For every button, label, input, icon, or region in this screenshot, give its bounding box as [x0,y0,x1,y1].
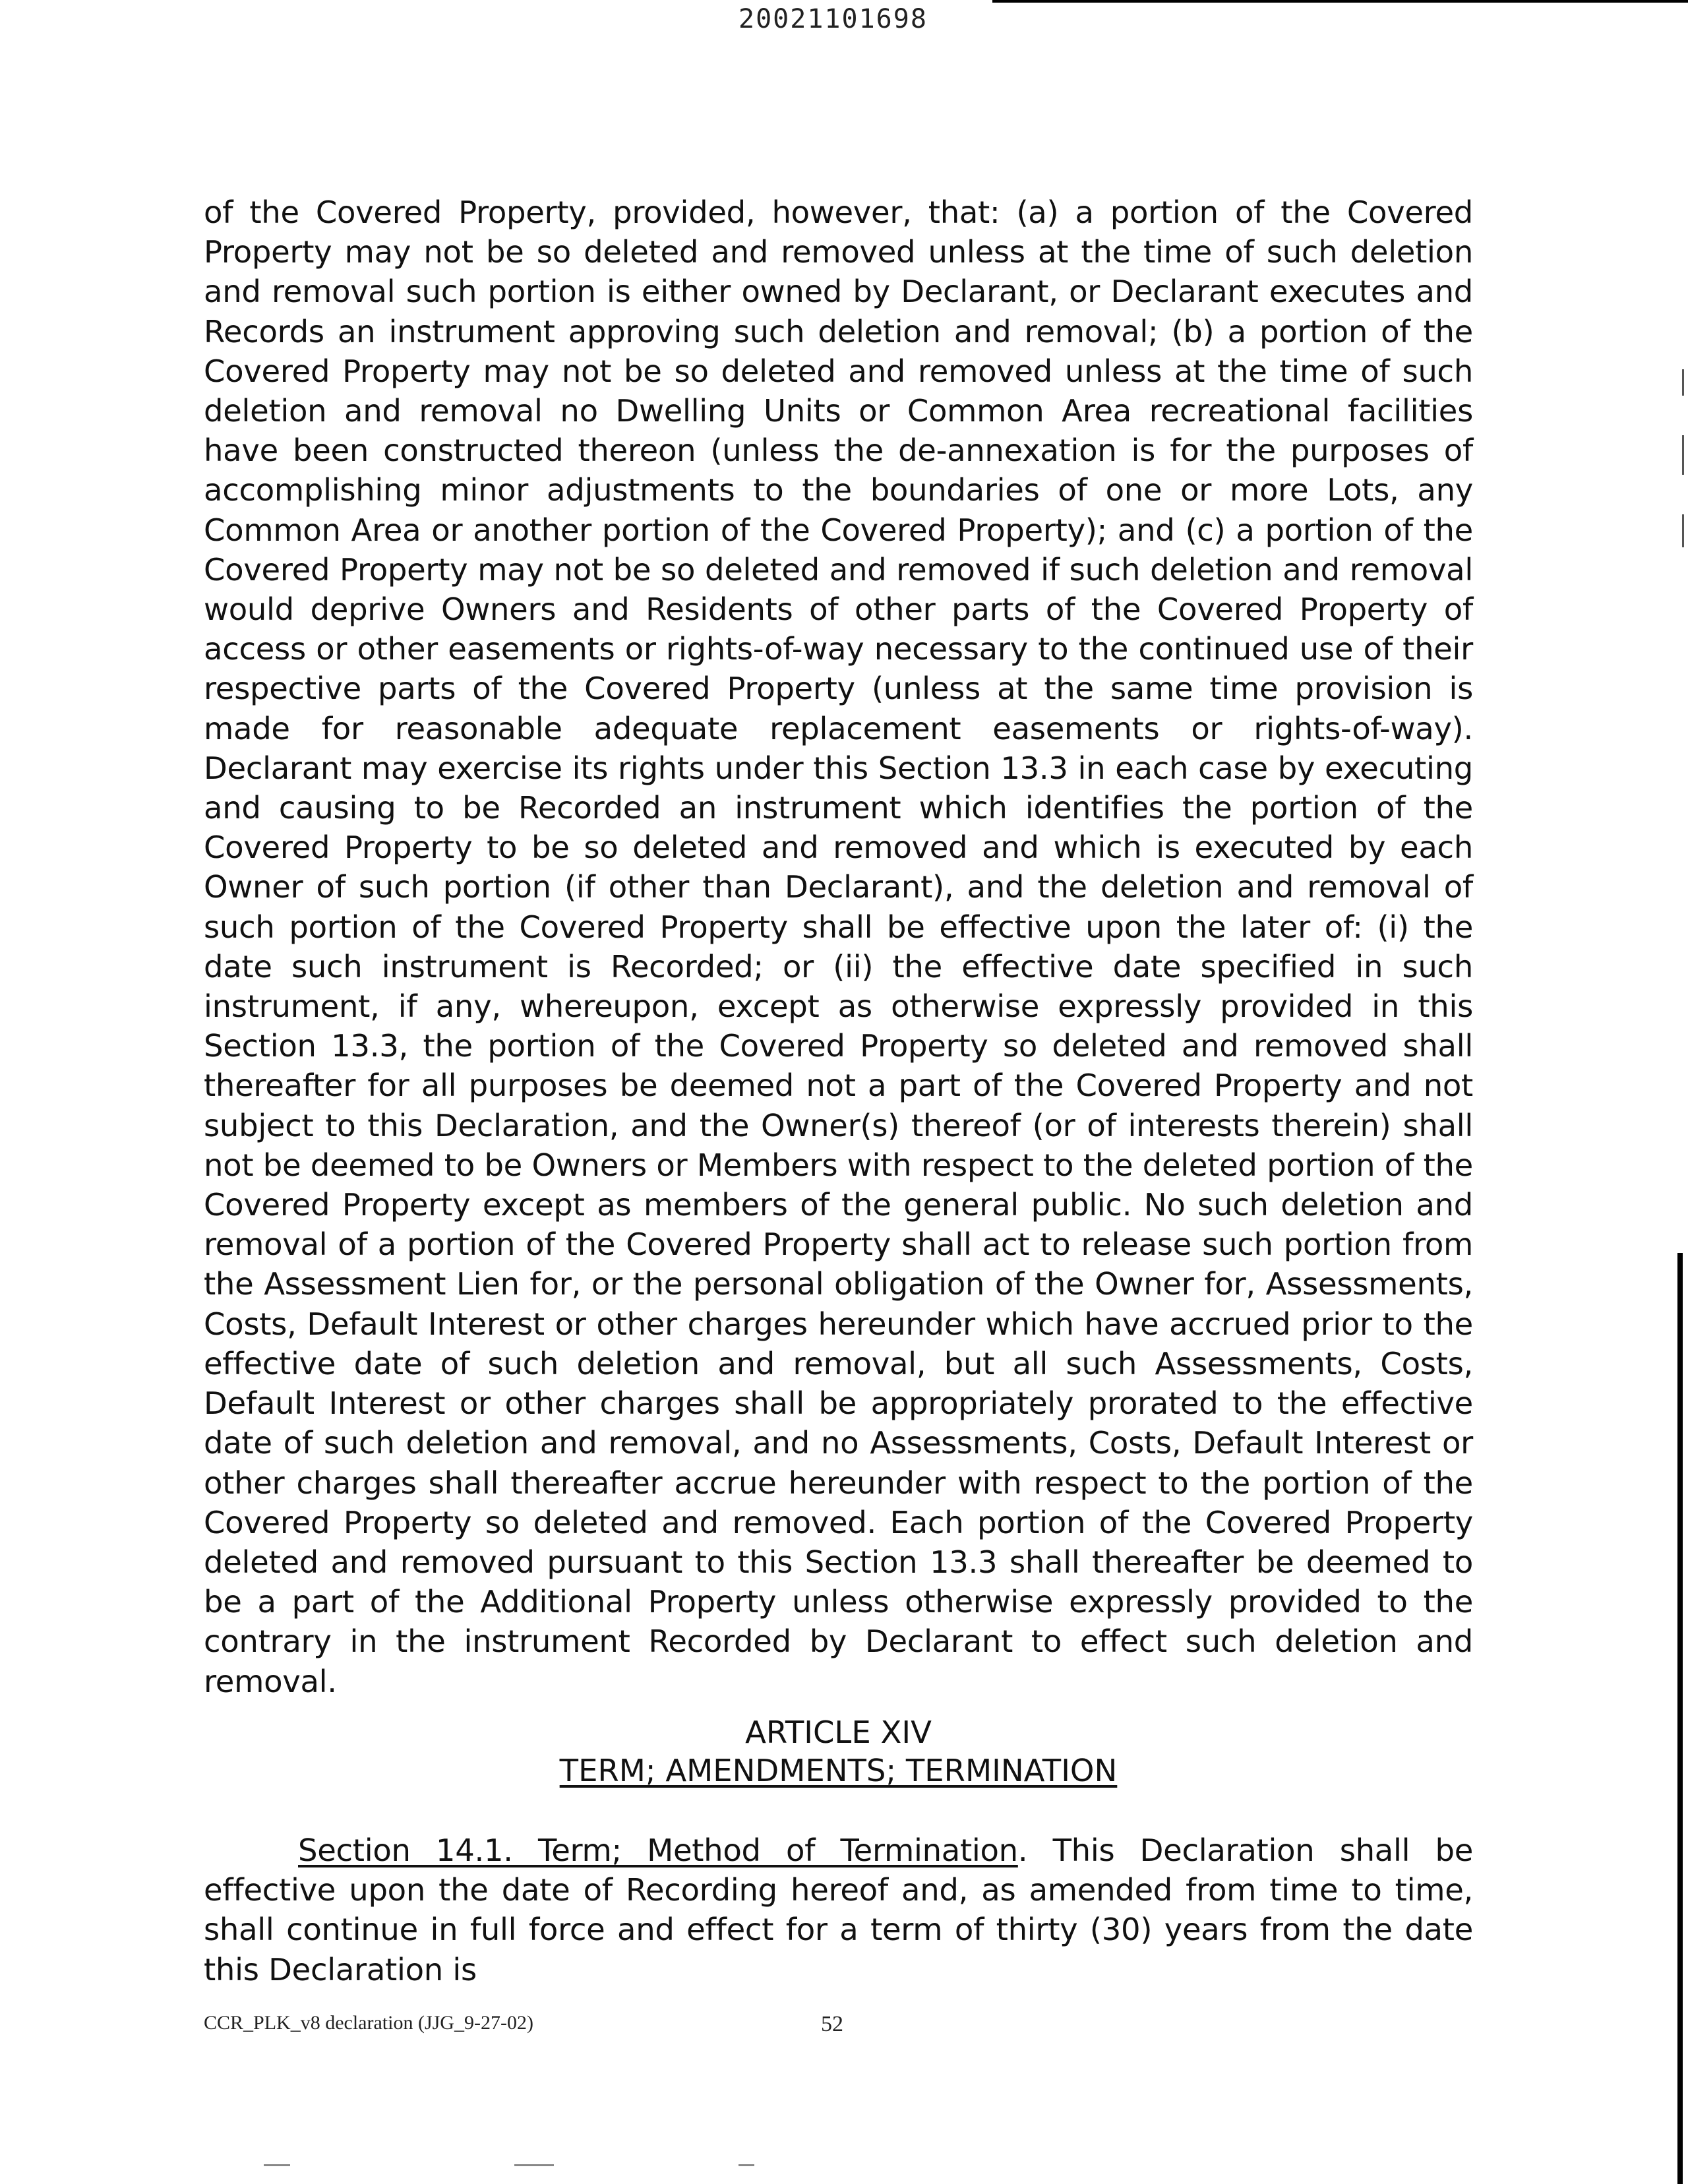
section-paragraph [204,1831,1473,1989]
scan-speck [264,2164,290,2166]
article-heading [204,1713,1473,1790]
article-number: ARTICLE XIV [745,1714,932,1750]
document-number: 20021101698 [738,4,928,34]
scan-margin-mark [1682,369,1684,396]
scan-speck [514,2164,554,2166]
paragraph-continuation: of the Covered Property, provided, however, that: (a) a portion of the Covered Property may not be so deleted and removed unless at the time of such deletion and removal such portion is either owned by Declarant, or Declarant executes and Records an instrument approving such deletion and removal; (b) a portion of the Covered Property may not be so deleted and removed unless at the time of such deletion and removal no Dwelling Units or Common Area recreational facilities have been constructed thereon (unless the de-annexation is for the purposes of accomplishing minor adjustments to the boundaries of one or more Lots, any Common Area or another portion of the Covered Property); and (c) a portion of the Covered Property may not be so deleted and removed if such deletion and removal would deprive Owners and Residents of other parts of the Covered Property of access or other easements or rights-of-way necessary to the continued use of their respective parts of the Covered Property (unless at the same time provision is made for reasonable adequate replacement easements or rights-of-way). Declarant may exercise its rights under this Section 13.3 in each case by executing and causing to be Recorded an instrument which identifies the portion of the Covered Property to be so deleted and removed and which is executed by each Owner of such portion (if other than Declarant), and the deletion and removal of such portion of the Covered Property shall be effective upon the later of: (i) the date such instrument is Recorded; or (ii) the effective date specified in such instrument, if any, whereupon, except as otherwise expressly provided in this Section 13.3, the portion of the Covered Property so deleted and removed shall thereafter for all purposes be deemed not a part of the Covered Property and not subject to this Declaration, and the Owner(s) thereof (or of interests therein) shall not be deemed to be Owners or Members with respect to the deleted portion of the Covered Property except as members of the general public. No such deletion and removal of a portion of the Covered Property shall act to release such portion from the Assessment Lien for, or the personal obligation of the Owner for, Assessments, Costs, Default Interest or other charges hereunder which have accrued prior to the effective date of such deletion and removal, but all such Assessments, Costs, Default Interest or other charges shall be appropriately prorated to the effective date of such deletion and removal, and no Assessments, Costs, Default Interest or other charges shall thereafter accrue hereunder with respect to the portion of the Covered Property so deleted and removed. Each portion of the Covered Property deleted and removed pursuant to this Section 13.3 shall thereafter be deemed to be a part of the Additional Property unless otherwise expressly provided to the contrary in the instrument Recorded by Declarant to effect such deletion and removal. [204,195,1473,1699]
section-body-text: This Declaration shall be effective upon the date of Recording hereof and, as amended from time to time, shall continue in full force and effect for a term of thirty (30) years from the date this Declaration is [204,1833,1473,1987]
article-title: TERM; AMENDMENTS; TERMINATION [559,1753,1118,1788]
scan-margin-mark [1682,435,1684,475]
scan-right-edge [1677,1253,1683,2184]
top-scan-rule [992,0,1688,3]
section-heading-suffix: . [1017,1833,1053,1868]
scan-speck [738,2164,754,2166]
section-heading: Section 14.1. Term; Method of Termination [298,1833,1018,1868]
page-number: 52 [821,2012,843,2036]
scan-margin-mark [1682,514,1684,547]
footer-file-reference: CCR_PLK_v8 declaration (JJG_9-27-02) [204,2012,533,2034]
